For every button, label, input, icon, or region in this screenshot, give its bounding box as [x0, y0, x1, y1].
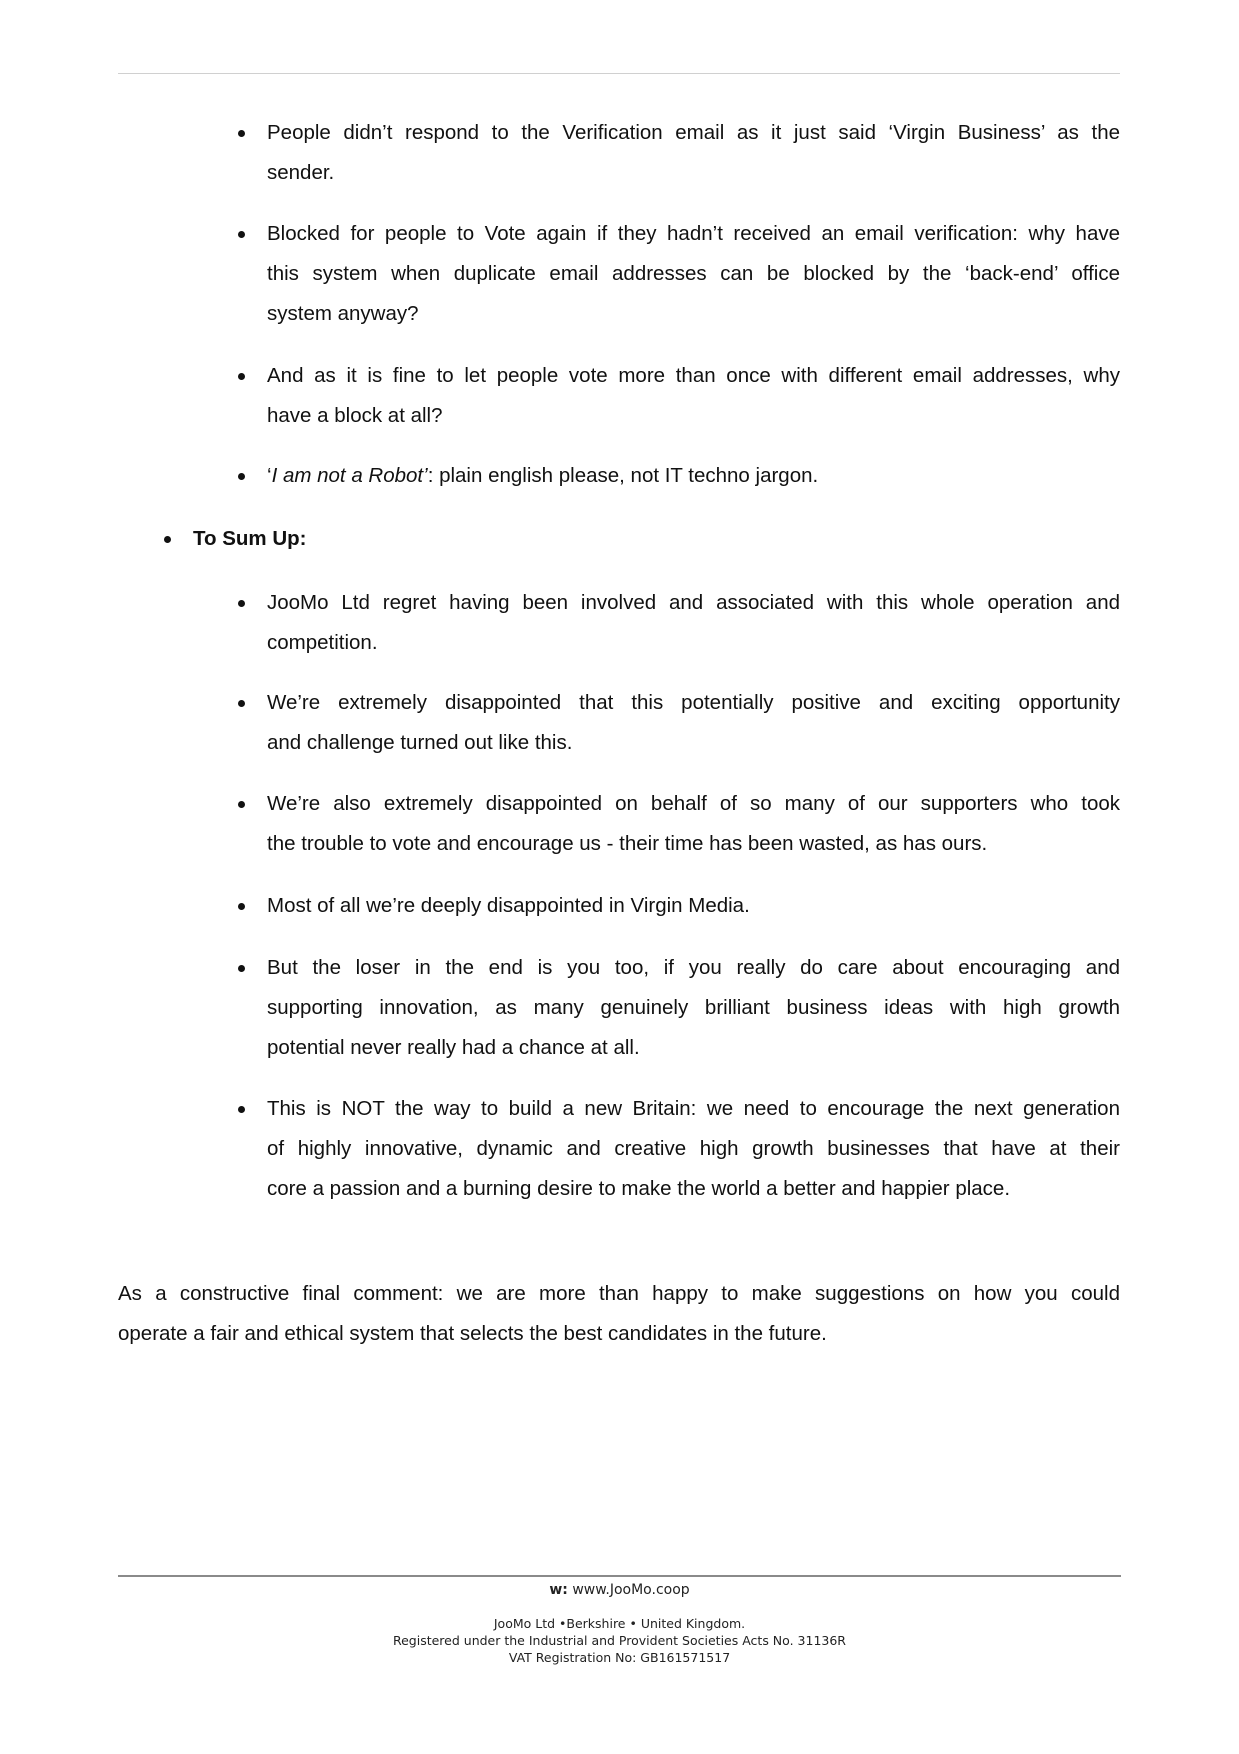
list-item-line: We’re extremely disappointed that this potentially positive and exciting opportunity — [267, 691, 1120, 714]
bullet-icon — [238, 130, 245, 137]
list-item — [267, 886, 1120, 926]
final-comment-line: As a constructive final comment: we are more than happy to make suggestions on how you could — [118, 1282, 1120, 1305]
list-item-line: And as it is fine to let people vote more than once with different email addresses, why — [267, 364, 1120, 387]
list-item-line: the trouble to vote and encourage us - their time has been wasted, as has ours. — [267, 832, 988, 855]
list-item — [267, 356, 1120, 436]
bullet-icon — [238, 801, 245, 808]
list-item-line: JooMo Ltd regret having been involved and associated with this whole operation and — [267, 591, 1120, 614]
footer-vat: VAT Registration No: GB161571517 — [508, 1650, 731, 1665]
list-item — [267, 456, 1120, 496]
list-item-line: Blocked for people to Vote again if they hadn’t received an email verification: why have — [267, 222, 1120, 245]
sum-up-heading-item — [193, 519, 1120, 559]
footer-web-label: w: — [549, 1582, 568, 1598]
list-item-line: Most of all we’re deeply disappointed in Virgin Media. — [267, 894, 750, 917]
bullet-icon — [238, 965, 245, 972]
list-item-line: People didn’t respond to the Verification email as it just said ‘Virgin Business’ as the — [267, 121, 1120, 144]
list-item-line: this system when duplicate email addresses can be blocked by the ‘back-end’ office — [267, 262, 1120, 285]
list-item-line: This is NOT the way to build a new Britain: we need to encourage the next generation — [267, 1097, 1120, 1120]
list-item-line: system anyway? — [267, 302, 419, 325]
list-item — [267, 683, 1120, 763]
bullet-icon — [238, 231, 245, 238]
footer-registration: Registered under the Industrial and Provident Societies Acts No. 31136R — [392, 1633, 846, 1648]
list-item — [267, 784, 1120, 864]
footer-web-link[interactable]: www.JooMo.coop — [572, 1582, 690, 1598]
list-item — [267, 214, 1120, 334]
list-item-line: competition. — [267, 631, 378, 654]
header-rule — [118, 73, 1120, 74]
list-item-line: have a block at all? — [267, 404, 443, 427]
footer-website — [118, 1581, 1121, 1599]
footer-rule — [118, 1575, 1121, 1577]
list-item — [267, 113, 1120, 193]
final-comment-line: operate a fair and ethical system that selects the best candidates in the future. — [118, 1322, 827, 1345]
final-comment — [118, 1274, 1120, 1354]
list-item — [267, 948, 1120, 1068]
list-item-line: core a passion and a burning desire to make the world a better and happier place. — [267, 1177, 1011, 1200]
list-item-line: of highly innovative, dynamic and creative high growth businesses that have at their — [267, 1137, 1120, 1160]
robot-rest: : plain english please, not IT techno jargon. — [427, 464, 819, 487]
robot-phrase: I am not a Robot — [271, 464, 424, 487]
bullet-icon — [238, 903, 245, 910]
footer-info — [118, 1615, 1121, 1666]
list-item-line: supporting innovation, as many genuinely brilliant business ideas with high growth — [267, 996, 1120, 1019]
bullet-icon — [238, 473, 245, 480]
footer-company: JooMo Ltd •Berkshire • United Kingdom. — [493, 1616, 746, 1631]
list-item-line: We’re also extremely disappointed on behalf of so many of our supporters who took — [267, 792, 1120, 815]
list-item — [267, 583, 1120, 663]
bullet-icon — [238, 600, 245, 607]
list-item-line: potential never really had a chance at all. — [267, 1036, 640, 1059]
list-item-line: and challenge turned out like this. — [267, 731, 573, 754]
list-item-line — [267, 456, 1120, 496]
bullet-icon — [238, 1106, 245, 1113]
list-item — [267, 1089, 1120, 1209]
quote-open: ‘ — [267, 464, 272, 487]
bullet-icon — [164, 536, 171, 543]
bullet-icon — [238, 700, 245, 707]
list-item-line: sender. — [267, 161, 335, 184]
list-item-line: But the loser in the end is you too, if you really do care about encouraging and — [267, 956, 1120, 979]
quote-close: ’ — [423, 464, 428, 487]
bullet-icon — [238, 373, 245, 380]
sum-up-heading: To Sum Up: — [193, 527, 307, 550]
